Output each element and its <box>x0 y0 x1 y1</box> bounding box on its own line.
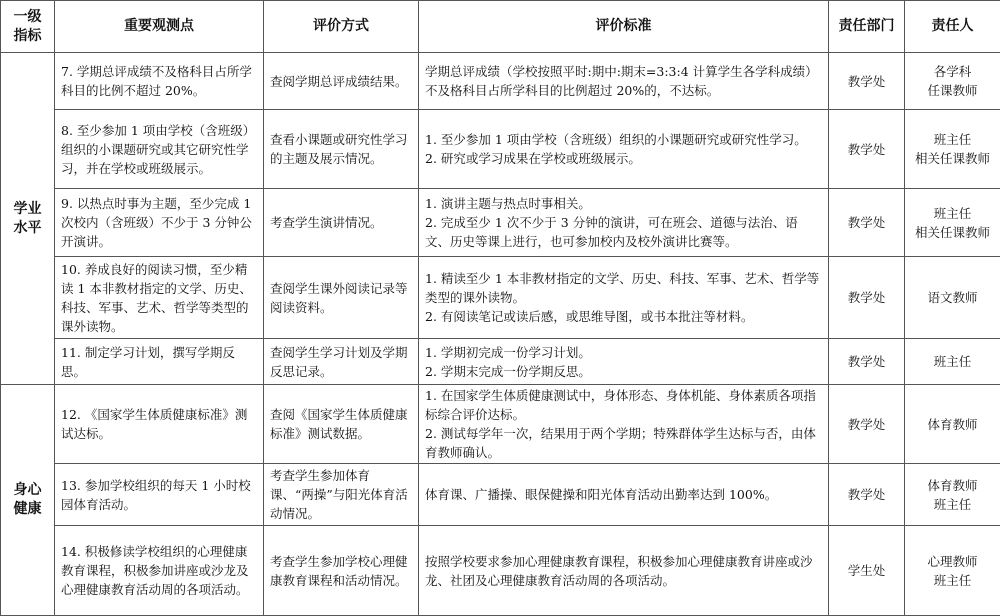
table-row <box>1 257 1000 339</box>
standard-item: 2. 有阅读笔记或读后感，或思维导图，或书本批注等材料。 <box>425 307 822 326</box>
header-standard: 评价标准 <box>419 1 829 53</box>
standard-cell <box>419 464 829 526</box>
category-health: 身心 健康 <box>1 385 55 616</box>
department-cell: 学生处 <box>829 526 905 616</box>
standard-item: 2. 完成至少 1 次不少于 3 分钟的演讲，可在班会、道德与法治、语文、历史等课上进行，也可参加校内及校外演讲比赛等。 <box>425 213 822 251</box>
person-cell: 体育教师 班主任 <box>905 464 1000 526</box>
header-person: 责任人 <box>905 1 1000 53</box>
category-academic: 学业 水平 <box>1 53 55 385</box>
standard-item: 1. 至少参加 1 项由学校（含班级）组织的小课题研究或研究性学习。 <box>425 130 822 149</box>
standard-cell <box>419 339 829 385</box>
observation-cell: 9. 以热点时事为主题，至少完成 1 次校内（含班级）不少于 3 分钟公开演讲。 <box>55 189 264 257</box>
table-row <box>1 464 1000 526</box>
observation-cell: 14. 积极修读学校组织的心理健康教育课程，积极参加讲座或沙龙及心理健康教育活动周的各项活动。 <box>55 526 264 616</box>
method-cell: 查阅学期总评成绩结果。 <box>264 53 419 110</box>
method-cell: 查看小课题或研究性学习的主题及展示情况。 <box>264 110 419 189</box>
department-cell: 教学处 <box>829 339 905 385</box>
method-cell: 考查学生参加体育课、“两操”与阳光体育活动情况。 <box>264 464 419 526</box>
standard-item: 1. 在国家学生体质健康测试中，身体形态、身体机能、身体素质各项指标综合评价达标。 <box>425 386 822 424</box>
method-cell: 考查学生演讲情况。 <box>264 189 419 257</box>
table-row <box>1 526 1000 616</box>
standard-cell <box>419 189 829 257</box>
standard-item: 1. 演讲主题与热点时事相关。 <box>425 194 822 213</box>
header-method: 评价方式 <box>264 1 419 53</box>
department-cell: 教学处 <box>829 257 905 339</box>
standard-item: 2. 测试每学年一次，结果用于两个学期；特殊群体学生达标与否，由体育教师确认。 <box>425 424 822 462</box>
observation-cell: 10. 养成良好的阅读习惯，至少精读 1 本非教材指定的文学、历史、科技、军事、艺术、哲学等类型的课外读物。 <box>55 257 264 339</box>
standard-item: 体育课、广播操、眼保健操和阳光体育活动出勤率达到 100%。 <box>425 485 822 504</box>
header-observation: 重要观测点 <box>55 1 264 53</box>
header-level1: 一级 指标 <box>1 1 55 53</box>
department-cell: 教学处 <box>829 464 905 526</box>
person-cell: 语文教师 <box>905 257 1000 339</box>
header-row <box>1 1 1000 53</box>
standard-cell <box>419 110 829 189</box>
standard-cell <box>419 526 829 616</box>
standard-cell <box>419 53 829 110</box>
department-cell: 教学处 <box>829 189 905 257</box>
person-cell: 心理教师 班主任 <box>905 526 1000 616</box>
observation-cell: 8. 至少参加 1 项由学校（含班级）组织的小课题研究或其它研究性学习，并在学校或班级展示。 <box>55 110 264 189</box>
method-cell: 考查学生参加学校心理健康教育课程和活动情况。 <box>264 526 419 616</box>
observation-cell: 13. 参加学校组织的每天 1 小时校园体育活动。 <box>55 464 264 526</box>
observation-cell: 11. 制定学习计划，撰写学期反思。 <box>55 339 264 385</box>
method-cell: 查阅学生学习计划及学期反思记录。 <box>264 339 419 385</box>
standard-item: 2. 学期末完成一份学期反思。 <box>425 362 822 381</box>
person-cell: 班主任 相关任课教师 <box>905 189 1000 257</box>
table-row <box>1 189 1000 257</box>
method-cell: 查阅学生课外阅读记录等阅读资料。 <box>264 257 419 339</box>
department-cell: 教学处 <box>829 53 905 110</box>
department-cell: 教学处 <box>829 385 905 464</box>
standard-item: 1. 学期初完成一份学习计划。 <box>425 343 822 362</box>
method-cell: 查阅《国家学生体质健康标准》测试数据。 <box>264 385 419 464</box>
observation-cell: 7. 学期总评成绩不及格科目占所学科目的比例不超过 20%。 <box>55 53 264 110</box>
table-row <box>1 110 1000 189</box>
standard-item: 按照学校要求参加心理健康教育课程，积极参加心理健康教育讲座或沙龙、社团及心理健康教育活动周的各项活动。 <box>425 552 822 590</box>
department-cell: 教学处 <box>829 110 905 189</box>
table-row <box>1 53 1000 110</box>
person-cell: 体育教师 <box>905 385 1000 464</box>
person-cell: 班主任 相关任课教师 <box>905 110 1000 189</box>
standard-item: 1. 精读至少 1 本非教材指定的文学、历史、科技、军事、艺术、哲学等类型的课外读物。 <box>425 269 822 307</box>
table-row <box>1 339 1000 385</box>
standard-item: 学期总评成绩（学校按照平时:期中:期末=3:3:4 计算学生各学科成绩）不及格科目占所学科目的比例超过 20%的，不达标。 <box>425 62 822 100</box>
person-cell: 各学科 任课教师 <box>905 53 1000 110</box>
header-department: 责任部门 <box>829 1 905 53</box>
standard-cell <box>419 385 829 464</box>
standard-cell <box>419 257 829 339</box>
standard-item: 2. 研究或学习成果在学校或班级展示。 <box>425 149 822 168</box>
person-cell: 班主任 <box>905 339 1000 385</box>
table-row <box>1 385 1000 464</box>
observation-cell: 12. 《国家学生体质健康标准》测试达标。 <box>55 385 264 464</box>
